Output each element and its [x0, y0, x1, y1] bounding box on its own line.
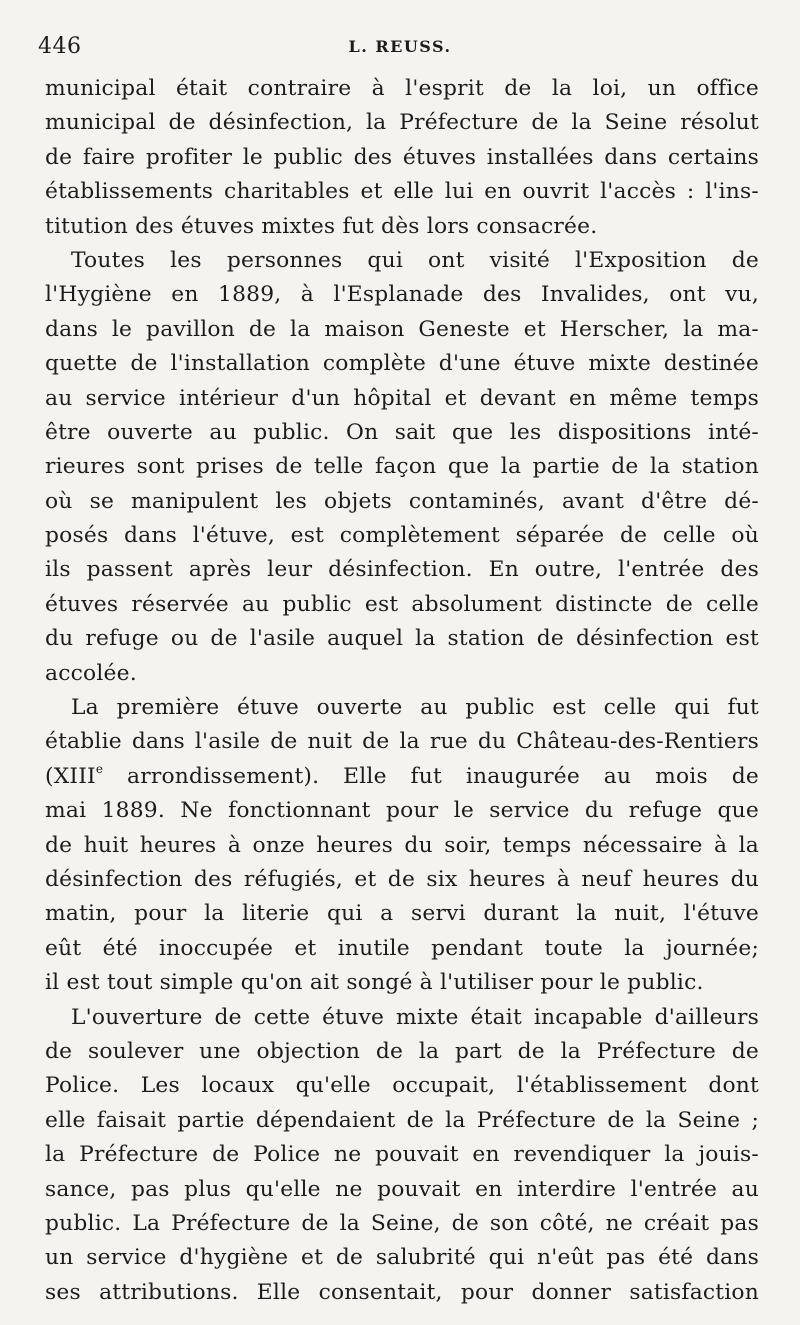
line-text: Police. Les locaux qu'elle occupait, l'établissement dont [45, 1073, 759, 1099]
text-line [45, 657, 759, 691]
text-line [45, 1207, 759, 1241]
line-text: dans le pavillon de la maison Geneste et Herscher, la ma- [45, 316, 759, 342]
text-line [45, 794, 759, 828]
line-text: où se manipulent les objets contaminés, avant d'être dé- [45, 488, 759, 514]
line-text: mai 1889. Ne fonctionnant pour le service du refuge que [45, 798, 759, 824]
text-line [45, 313, 759, 347]
text-line [45, 106, 759, 140]
text-line [45, 1035, 759, 1069]
text-line [45, 553, 759, 587]
line-text: désinfection des réfugiés, et de six heures à neuf heures du [45, 866, 759, 892]
text-line [45, 829, 759, 863]
running-title: L. REUSS. [348, 37, 452, 56]
line-text: établie dans l'asile de nuit de la rue du Château-des-Rentiers [45, 729, 759, 755]
text-line [45, 1173, 759, 1207]
text-line [45, 1104, 759, 1138]
text-line [45, 519, 759, 553]
body-text [45, 72, 759, 1310]
line-text: l'Hygiène en 1889, à l'Esplanade des Invalides, ont vu, [45, 282, 759, 308]
line-text: un service d'hygiène et de salubrité qui n'eût pas été dans [45, 1245, 759, 1271]
line-text: établissements charitables et elle lui en ouvrit l'accès : l'ins- [45, 179, 759, 205]
line-text: matin, pour la literie qui a servi durant la nuit, l'étuve [45, 901, 759, 927]
line-text: posés dans l'étuve, est complètement séparée de celle où [45, 523, 759, 549]
text-line [45, 1138, 759, 1172]
text-line [45, 244, 759, 278]
text-line [45, 175, 759, 209]
text-line [45, 416, 759, 450]
text-line [45, 1069, 759, 1103]
text-line [45, 485, 759, 519]
line-text-continued: arrondissement). Elle fut inaugurée au mois de [103, 763, 759, 789]
line-text: ses attributions. Elle consentait, pour donner satisfaction [45, 1279, 759, 1305]
superscript: e [95, 761, 104, 776]
line-text: du refuge ou de l'asile auquel la station de désinfection est [45, 626, 759, 652]
line-text: (XIII [45, 763, 96, 789]
page-number: 446 [38, 34, 82, 59]
line-text: étuves réservée au public est absolument distincte de celle [45, 591, 759, 617]
line-text: eût été inoccupée et inutile pendant toute la journée; [45, 935, 759, 961]
line-text: municipal était contraire à l'esprit de la loi, un office [45, 76, 759, 101]
text-line [45, 278, 759, 312]
line-text: titution des étuves mixtes fut dès lors consacrée. [45, 213, 598, 239]
line-text: municipal de désinfection, la Préfecture de la Seine résolut [45, 110, 759, 136]
text-line [45, 450, 759, 484]
text-line [45, 141, 759, 175]
line-text: être ouverte au public. On sait que les dispositions inté- [45, 419, 759, 445]
line-text: L'ouverture de cette étuve mixte était incapable d'ailleurs [71, 1004, 759, 1030]
running-header [38, 34, 762, 64]
text-line [45, 382, 759, 416]
line-text: de huit heures à onze heures du soir, temps nécessaire à la [45, 832, 759, 858]
text-line [45, 691, 759, 725]
line-text: la Préfecture de Police ne pouvait en revendiquer la jouis- [45, 1142, 759, 1168]
text-line [45, 622, 759, 656]
line-text: au service intérieur d'un hôpital et devant en même temps [45, 385, 759, 411]
text-line [45, 347, 759, 381]
text-line [45, 1276, 759, 1310]
text-line [45, 897, 759, 931]
line-text: de faire profiter le public des étuves installées dans certains [45, 144, 759, 170]
line-text: quette de l'installation complète d'une étuve mixte destinée [45, 351, 759, 377]
line-text: La première étuve ouverte au public est celle qui fut [71, 695, 759, 721]
text-line [45, 1241, 759, 1275]
text-line [45, 863, 759, 897]
text-line [45, 966, 759, 1000]
line-text: rieures sont prises de telle façon que la partie de la station [45, 454, 759, 480]
line-text: public. La Préfecture de la Seine, de son côté, ne créait pas [45, 1210, 759, 1236]
text-line [45, 210, 759, 244]
text-line [45, 725, 759, 759]
line-text: ils passent après leur désinfection. En outre, l'entrée des [45, 557, 759, 583]
text-line [45, 932, 759, 966]
text-line [45, 1001, 759, 1035]
text-line [45, 588, 759, 622]
line-text: sance, pas plus qu'elle ne pouvait en interdire l'entrée au [45, 1176, 759, 1202]
line-text: accolée. [45, 660, 137, 686]
line-text: il est tout simple qu'on ait songé à l'utiliser pour le public. [45, 970, 704, 996]
line-text: elle faisait partie dépendaient de la Préfecture de la Seine ; [45, 1107, 759, 1133]
line-text: Toutes les personnes qui ont visité l'Exposition de [71, 247, 759, 273]
line-text: de soulever une objection de la part de la Préfecture de [45, 1038, 759, 1064]
text-line [45, 72, 759, 106]
text-line [45, 760, 759, 794]
